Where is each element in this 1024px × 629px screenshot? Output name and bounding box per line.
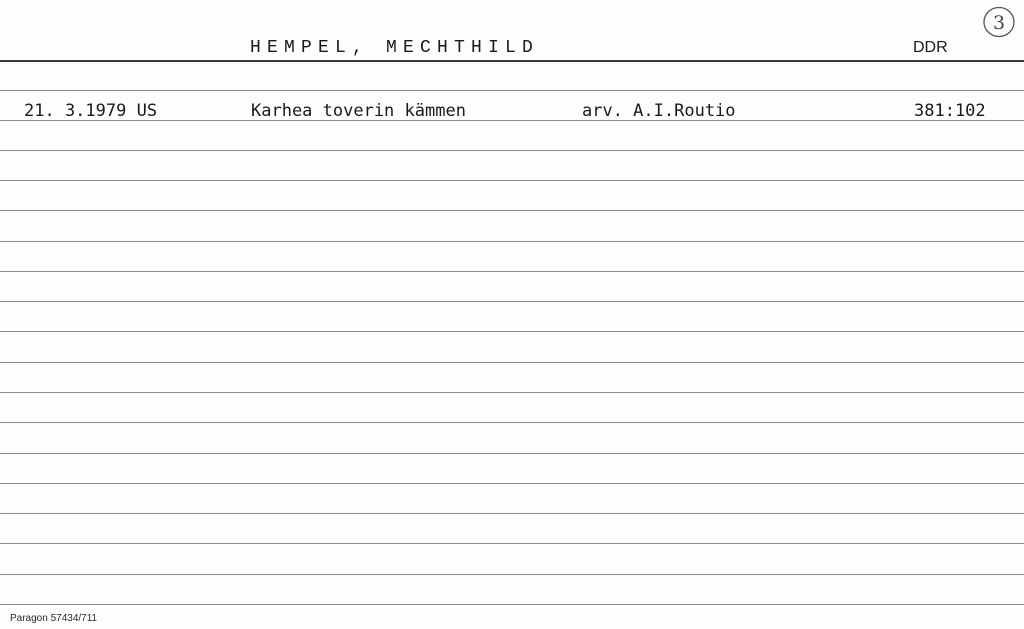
ruled-line [0, 150, 1024, 151]
header-rule [0, 60, 1024, 62]
entry-title: Karhea toverin kämmen [251, 101, 466, 121]
ruled-line [0, 574, 1024, 575]
printer-code: Paragon 57434/711 [10, 613, 98, 624]
card-number: 3 [992, 12, 1006, 34]
ruled-line [0, 271, 1024, 272]
ruled-line [0, 241, 1024, 242]
ruled-line [0, 120, 1024, 121]
entry-date: 21. 3.1979 US [24, 101, 158, 121]
ruled-line [0, 301, 1024, 302]
entry-translator: arv. A.I.Routio [582, 101, 736, 121]
ruled-line [0, 362, 1024, 363]
ruled-line [0, 180, 1024, 181]
card-number-mark [982, 4, 1016, 38]
ruled-line [0, 392, 1024, 393]
ruled-line [0, 210, 1024, 211]
country-code: DDR [913, 39, 948, 56]
ruled-line [0, 604, 1024, 605]
ruled-line [0, 513, 1024, 514]
ruled-line [0, 90, 1024, 91]
ruled-line [0, 331, 1024, 332]
author-name: HEMPEL, MECHTHILD [250, 38, 540, 58]
ruled-line [0, 483, 1024, 484]
ruled-line [0, 422, 1024, 423]
ruled-line [0, 453, 1024, 454]
entry-classification: 381:102 [914, 101, 986, 121]
ruled-line [0, 543, 1024, 544]
